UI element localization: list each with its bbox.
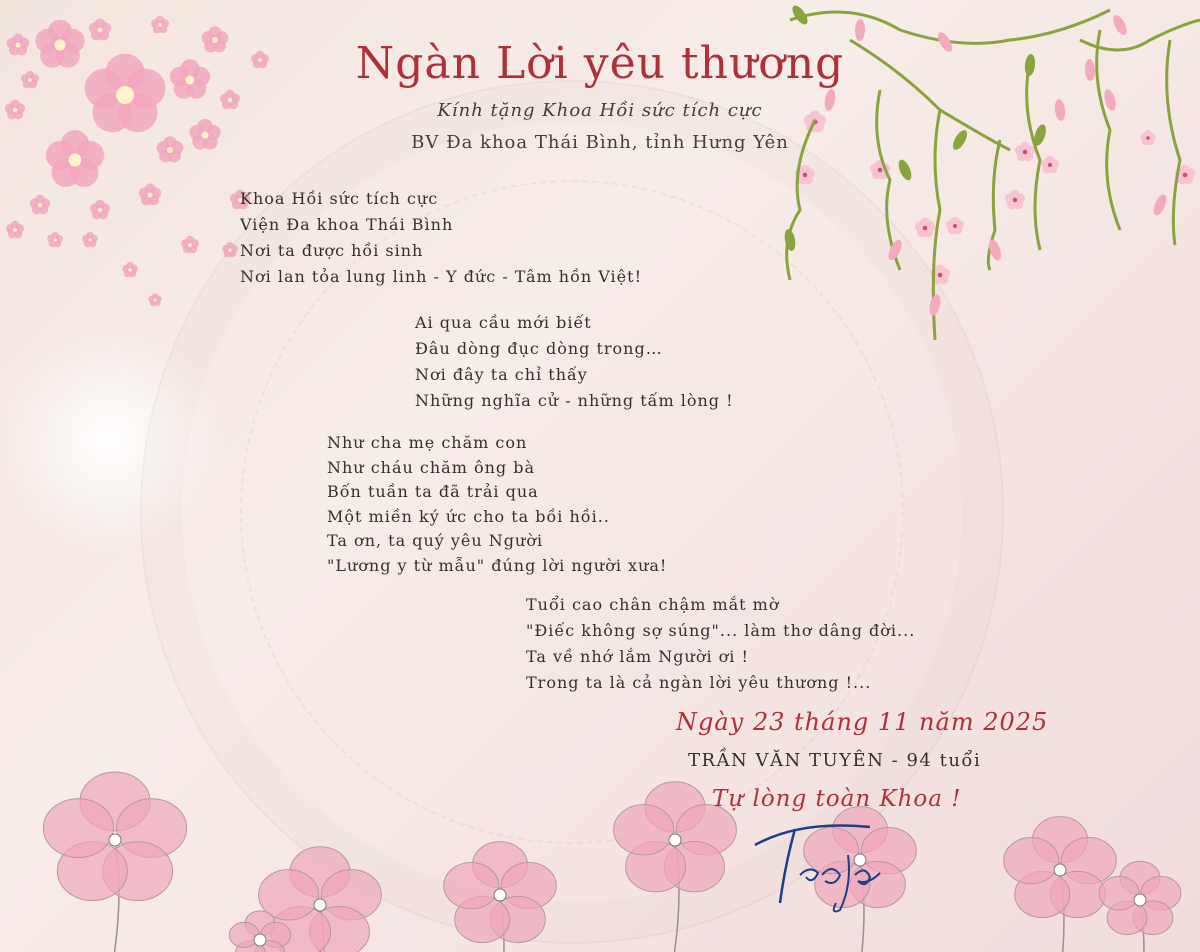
verse-line: Như cháu chăm ông bà: [327, 457, 535, 477]
watercolor-flower-icon: [444, 842, 557, 952]
blossom-icon: [151, 16, 169, 33]
verse-line: Nơi đây ta chỉ thấy: [415, 365, 588, 384]
watercolor-flower-icon: [43, 772, 186, 952]
petal-leaf-icon: [1151, 193, 1169, 217]
blossom-icon: [90, 200, 110, 220]
stanza-2: [415, 310, 734, 414]
verse-line: Ta về nhớ lắm Người ơi !: [526, 647, 749, 666]
poem-title: Ngàn Lời yêu thương: [355, 38, 845, 89]
blossom-icon: [6, 221, 24, 238]
verse-line: Khoa Hồi sức tích cực: [240, 189, 439, 208]
verse-line: Những nghĩa cử - những tấm lòng !: [415, 391, 734, 410]
verse-line: Tuổi cao chân chậm mắt mờ: [526, 595, 780, 614]
verse-line: "Lương y từ mẫu" đúng lời người xưa!: [327, 555, 668, 575]
stanza-1: [240, 186, 642, 290]
blossom-icon: [148, 293, 161, 306]
verse-line: Một miền ký ức cho ta bồi hồi..: [327, 506, 610, 526]
verse-line: Nơi ta được hồi sinh: [240, 241, 424, 260]
verse-line: Viện Đa khoa Thái Bình: [240, 215, 454, 234]
petal-leaf-icon: [896, 158, 914, 182]
verse-line: Bốn tuần ta đã trải qua: [327, 482, 539, 501]
petal-leaf-icon: [927, 293, 942, 317]
closing-line: Tự lòng toàn Khoa !: [712, 786, 962, 812]
verse-line: Ai qua cầu mới biết: [415, 313, 592, 332]
blossom-icon: [1041, 156, 1059, 173]
watercolor-flower-icon: [1099, 861, 1181, 952]
blossom-icon: [30, 195, 50, 215]
verse-line: Nơi lan tỏa lung linh - Y đức - Tâm hồn Việt!: [240, 267, 642, 286]
blossom-icon: [915, 218, 935, 238]
poem-author: TRẦN VĂN TUYÊN - 94 tuổi: [688, 750, 982, 771]
poem-date: Ngày 23 tháng 11 năm 2025: [676, 708, 1049, 736]
blossom-icon: [122, 262, 138, 277]
verse-line: Như cha mẹ chăm con: [327, 433, 528, 452]
handwritten-signature: [740, 815, 890, 915]
blossom-icon: [82, 232, 98, 247]
petal-leaf-icon: [1111, 13, 1130, 37]
stanza-3: [327, 431, 667, 578]
verse-line: "Điếc không sợ súng"... làm thơ dâng đời...: [526, 621, 916, 640]
verse-line: Trong ta là cả ngàn lời yêu thương !...: [526, 673, 872, 692]
dedication-line-2: BV Đa khoa Thái Bình, tỉnh Hưng Yên: [411, 132, 789, 153]
stanza-4: [526, 592, 915, 696]
blossom-icon: [946, 217, 964, 234]
blossom-icon: [222, 242, 238, 257]
dedication-line-1: Kính tặng Khoa Hồi sức tích cực: [437, 100, 763, 121]
blossom-icon: [1005, 190, 1025, 210]
blossom-icon: [139, 184, 161, 206]
watercolor-flower-icon: [1004, 817, 1117, 952]
petal-leaf-icon: [783, 228, 797, 252]
blossom-icon: [181, 236, 199, 253]
blossom-icon: [47, 232, 63, 247]
verse-line: Ta ơn, ta quý yêu Người: [327, 531, 544, 550]
verse-line: Đâu dòng đục dòng trong…: [415, 339, 663, 358]
